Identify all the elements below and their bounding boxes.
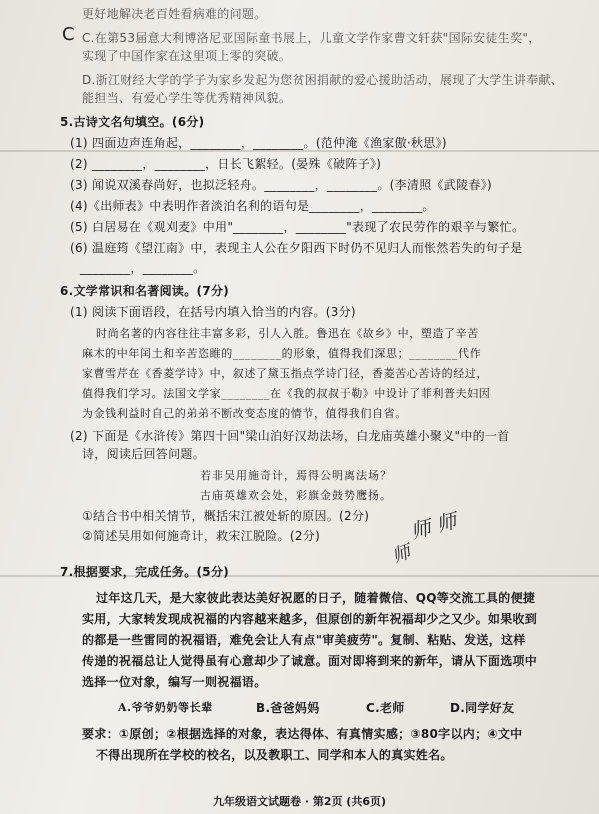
page-footer: 九年级语文试题卷 · 第2页 (共6页) bbox=[212, 795, 387, 808]
task-text-line: 选择一位对象，编写一则祝福语。 bbox=[82, 675, 267, 689]
q6-sub-a: ①结合书中相关情节，概括宋江被处斩的原因。(2分) bbox=[82, 509, 370, 523]
poem-line: 若非吴用施奇计，焉得公明离法场？ bbox=[200, 469, 392, 482]
passage-line: 时尚名著的内容往往丰富多彩，引人入胜。鲁迅在《故乡》中，塑造了辛苦 bbox=[96, 327, 479, 340]
q5-item-3: (3) 闻说双溪春尚好，也拟泛轻舟。________，________。(李清照《武陵春》) bbox=[70, 178, 492, 192]
option-d-line2: 能担当、有爱心学生等优秀精神风貌。 bbox=[82, 91, 292, 105]
q5-item-4: (4)《出师表》中表明作者淡泊名利的语句是________，________。 bbox=[70, 199, 435, 213]
passage-line: 家曹雪芹在《香菱学诗》中，叙述了黛玉指点学诗门径，香菱苦心苦诗的经过， bbox=[82, 367, 488, 380]
requirements-line-2: 不得出现所在学校的校名，以及教职工、同学和本人的真实姓名。 bbox=[96, 748, 453, 762]
q5-item-2: (2) ________，________，日长飞絮轻。(晏殊《破阵子》) bbox=[70, 157, 382, 171]
option-b-cont: 更好地解决老百姓看病难的问题。 bbox=[82, 7, 267, 21]
task-text-line: 实用，大家转发现成祝福的内容越来越多，但原创的新年祝福却少之又少。如果收到 bbox=[82, 612, 538, 626]
task-text-line: 过年这几天，是大家彼此表达美好祝愿的日子，随着微信、QQ等交流工具的便捷 bbox=[96, 591, 536, 605]
requirements-line-1: 要求：①原创；②根据选择的对象，表达得体、有真情实感；③80字以内；④文中 bbox=[82, 727, 523, 741]
q5-item-1: (1) 四面边声连角起，________，________。(范仲淹《渔家傲·秋思》) bbox=[70, 136, 447, 150]
task-text-line: 传递的祝福总让人觉得虽有心意却少了诚意。面对即将到来的新年，请从下面选项中 bbox=[82, 654, 538, 668]
poem-line: 古庙英雄欢会处，彩旗金鼓势鹰扬。 bbox=[200, 489, 392, 502]
option-c-line1: C.在第53届意大利博洛尼亚国际童书展上，儿童文学作家曹文轩获"国际安徒生奖"， bbox=[82, 31, 541, 45]
q5-item-5: (5) 白居易在《观刈麦》中用"________，________"表现了农民劳作的艰辛与繁忙。 bbox=[70, 220, 525, 234]
q6-sub-b: ②简述吴用如何施奇计，救宋江脱险。(2分) bbox=[82, 529, 321, 543]
passage-line: 值得我们学习。法国文学家________在《我的叔叔于勒》中设计了菲利普夫妇因 bbox=[82, 387, 491, 400]
option-d: D.同学好友 bbox=[450, 701, 515, 715]
option-c-line2: 实现了中国作家在这里项上零的突破。 bbox=[82, 49, 292, 63]
q5-item-6: (6) 温庭筠《望江南》中，表现主人公在夕阳西下时仍不见归人而怅然若失的句子是 bbox=[70, 241, 523, 255]
option-c: C.老师 bbox=[366, 701, 405, 715]
q5-item-6-cont: ________，________。 bbox=[80, 261, 206, 275]
q6-part-1: (1) 阅读下面语段，在括号内填入恰当的内容。(3分) bbox=[70, 305, 356, 319]
q6-part-2-cont: 诗，阅读后回答问题。 bbox=[82, 447, 206, 461]
handwritten-mark-c: C bbox=[62, 24, 75, 45]
option-d-line1: D.浙江财经大学的学子为家乡发起为您贫困捐献的爱心援助活动，展现了大学生讲奉献、 bbox=[82, 73, 564, 87]
handwritten-note: 师 师 bbox=[408, 508, 460, 544]
task-text-line: 的都是一些雷同的祝福语，难免会让人有点"审美疲劳"。复制、粘贴、发送，这样 bbox=[82, 633, 526, 647]
option-b: B.爸爸妈妈 bbox=[256, 701, 320, 715]
question-5-title: 5.古诗文名句填空。(6分) bbox=[60, 115, 205, 129]
handwritten-note: 师 bbox=[389, 541, 414, 568]
question-7-title: 7.根据要求，完成任务。(5分) bbox=[60, 565, 230, 579]
question-6-title: 6.文学常识和名著阅读。(7分) bbox=[60, 284, 230, 298]
q6-part-2: (2) 下面是《水浒传》第四十回"梁山泊好汉劫法场，白龙庙英雄小聚义"中的一首 bbox=[70, 429, 510, 443]
passage-line: 麻木的中年闰土和辛苦恣睢的________的形象，值得我们深思；________代作 bbox=[82, 347, 482, 360]
option-a: A.爷爷奶奶等长辈 bbox=[118, 701, 213, 714]
passage-line: 为金钱利益时自己的弟弟不断改变态度的情节，值得我们自省。 bbox=[82, 407, 407, 420]
